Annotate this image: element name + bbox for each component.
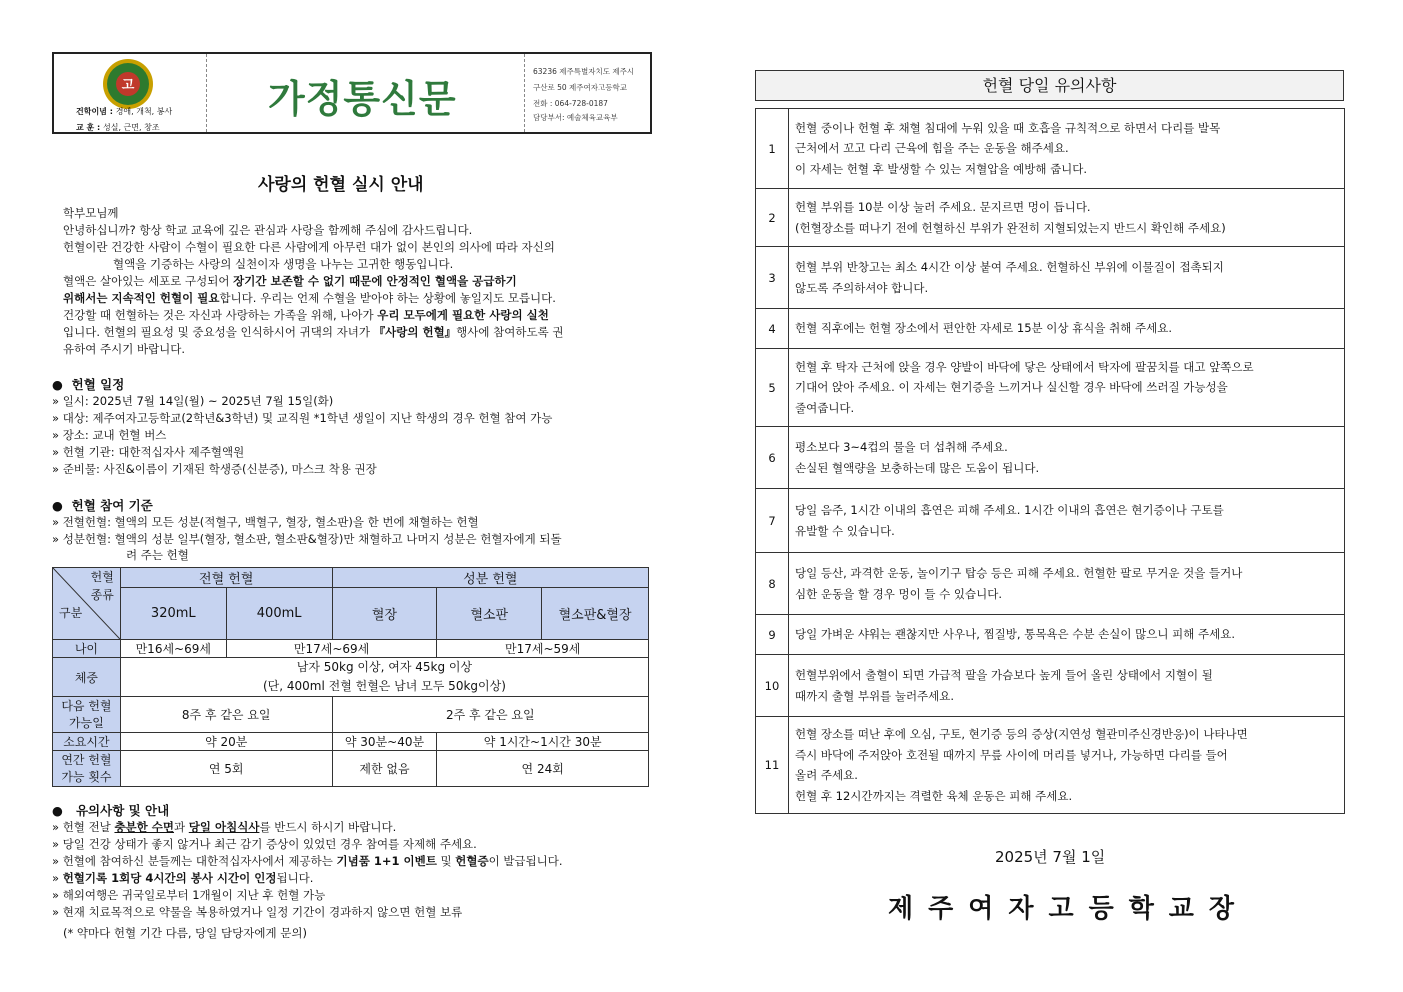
note-footnote: (* 약마다 헌혈 기간 다름, 당일 담당자에게 문의) bbox=[63, 926, 307, 940]
note-item: » 해외여행은 귀국일로부터 1개월이 지난 후 헌혈 가능 bbox=[52, 888, 326, 902]
issue-date: 2025년 7월 1일 bbox=[995, 848, 1106, 866]
table-cell bbox=[120, 658, 648, 697]
precaution-line: 헌혈 후 12시간까지는 격렬한 육체 운동은 피해 주세요. bbox=[795, 788, 1073, 803]
note-item: » 헌혈에 참여하신 분들께는 대한적십자사에서 제공하는 기념품 1+1 이벤트 및 헌혈증이 발급됩니다. bbox=[52, 854, 563, 868]
intro-line: 위해서는 지속적인 헌혈이 필요합니다. 우리는 언제 수혈을 받아야 하는 상황에 놓일지도 모릅니다. bbox=[63, 291, 556, 305]
precaution-text bbox=[789, 247, 1345, 309]
precaution-text bbox=[789, 655, 1345, 717]
col-header: 혈장 bbox=[332, 588, 437, 640]
table-cell: 약 30분~40분 bbox=[332, 733, 437, 751]
motto-line-1: 건학이념 : 경애, 개척, 봉사 bbox=[76, 107, 173, 116]
weight-line: 남자 50kg 이상, 여자 45kg 이상 bbox=[296, 660, 473, 674]
precaution-line: 헌혈 후 탁자 근처에 앉을 경우 양발이 바닥에 닿은 상태에서 탁자에 팔꿈치를 대고 앞쪽으로 bbox=[795, 359, 1254, 374]
newsletter-header bbox=[52, 52, 652, 134]
precaution-number: 1 bbox=[756, 109, 789, 189]
precaution-line: 올려 주세요. bbox=[795, 768, 858, 782]
schedule-item: » 헌혈 기관: 대한적십자사 제주혈액원 bbox=[52, 445, 245, 459]
precaution-row bbox=[756, 489, 1345, 553]
weight-note: (단, 400ml 전혈 헌혈은 남녀 모두 50kg이상) bbox=[262, 679, 506, 693]
criteria-heading: ● 헌혈 참여 기준 bbox=[52, 498, 153, 513]
precaution-line: 평소보다 3~4컵의 물을 더 섭취해 주세요. bbox=[795, 440, 1008, 454]
precaution-line: 기대어 앉아 주세요. 이 자세는 현기증을 느끼거나 실신할 경우 바닥에 쓰러질 가능성을 bbox=[795, 380, 1228, 395]
emblem-letter: 고 bbox=[121, 78, 135, 93]
schedule-item: » 준비물: 사진&이름이 기재된 학생증(신분증), 마스크 착용 권장 bbox=[52, 462, 377, 476]
row-label-weight: 체중 bbox=[53, 658, 121, 697]
precaution-text bbox=[789, 109, 1345, 189]
precaution-number: 6 bbox=[756, 427, 789, 489]
precaution-text bbox=[789, 553, 1345, 615]
newsletter-title: 가정통신문 bbox=[268, 77, 457, 121]
precaution-line: 근처에서 꼬고 다리 근육에 힘을 주는 운동을 해주세요. bbox=[795, 141, 1069, 156]
precaution-line: 때까지 출혈 부위를 눌러주세요. bbox=[795, 688, 955, 703]
precaution-row bbox=[756, 553, 1345, 615]
intro-line: 건강할 때 헌혈하는 것은 자신과 사랑하는 가족을 위해, 나아가 우리 모두에게 필요한 사랑의 실천 bbox=[63, 308, 549, 322]
school-emblem-icon bbox=[102, 58, 154, 110]
table-cell: 연 5회 bbox=[120, 751, 332, 787]
schedule-item: » 일시: 2025년 7월 14일(월) ~ 2025년 7월 15일(화) bbox=[52, 394, 334, 408]
precaution-line: 않도록 주의하셔야 합니다. bbox=[795, 280, 929, 295]
note-item: » 현재 치료목적으로 약물을 복용하였거나 일정 기간이 경과하지 않으면 헌혈 보류 bbox=[52, 905, 463, 919]
precaution-text bbox=[789, 489, 1345, 553]
row-label-time: 소요시간 bbox=[53, 733, 121, 751]
col-header: 400mL bbox=[226, 588, 332, 640]
header-address-cell bbox=[524, 54, 650, 132]
corner-top-label: 헌혈 bbox=[90, 570, 114, 584]
precaution-line: 심한 운동을 할 경우 멍이 들 수 있습니다. bbox=[795, 586, 1002, 601]
precaution-line: 헌혈 장소를 떠난 후에 오심, 구토, 현기증 등의 증상(지연성 혈관미주신경반응)이 나타나면 bbox=[795, 727, 1248, 741]
precaution-line: 헌혈 중이나 헌혈 후 채혈 침대에 누워 있을 때 호흡을 규칙적으로 하면서 다리를 발목 bbox=[795, 120, 1221, 135]
notes-heading: ● 유의사항 및 안내 bbox=[52, 803, 170, 818]
note-item: » 당일 건강 상태가 좋지 않거나 최근 감기 증상이 있었던 경우 참여를 자제해 주세요. bbox=[52, 837, 477, 851]
precaution-row bbox=[756, 309, 1345, 349]
precaution-line: 손실된 혈액량을 보충하는데 많은 도움이 됩니다. bbox=[795, 460, 1040, 475]
precaution-row bbox=[756, 247, 1345, 309]
intro-line: 혈액을 기증하는 사랑의 실천이자 생명을 나누는 고귀한 행동입니다. bbox=[113, 257, 454, 271]
precaution-line: (헌혈장소를 떠나기 전에 헌혈하신 부위가 완전히 지혈되었는지 반드시 확인해 주세요) bbox=[795, 220, 1226, 235]
table-cell: 약 20분 bbox=[120, 733, 332, 751]
corner-bottom-label: 구분 bbox=[59, 606, 83, 620]
col-header: 320mL bbox=[120, 588, 226, 640]
principal-signature: 제주여자고등학교장 bbox=[888, 894, 1250, 924]
precaution-row bbox=[756, 189, 1345, 247]
address-line: 63236 제주특별자치도 제주시 bbox=[533, 67, 635, 76]
blood-donation-criteria-table bbox=[52, 567, 649, 787]
precaution-text bbox=[789, 349, 1345, 427]
criteria-item-cont: 려 주는 헌혈 bbox=[126, 548, 189, 562]
intro-line: 유하여 주시기 바랍니다. bbox=[63, 342, 186, 356]
table-cell: 약 1시간~1시간 30분 bbox=[437, 733, 649, 751]
precaution-row bbox=[756, 349, 1345, 427]
phone-line: 전화 : 064-728-0187 bbox=[533, 99, 608, 108]
precaution-line: 헌혈 부위 반창고는 최소 4시간 이상 붙여 주세요. 헌혈하신 부위에 이물질이 접촉되지 bbox=[795, 260, 1224, 274]
precautions-table bbox=[755, 108, 1345, 814]
precaution-text bbox=[789, 717, 1345, 814]
precaution-number: 8 bbox=[756, 553, 789, 615]
precaution-number: 10 bbox=[756, 655, 789, 717]
precaution-line: 당일 등산, 과격한 운동, 놀이기구 탑승 등은 피해 주세요. 헌혈한 팔로 무거운 것을 들거나 bbox=[795, 566, 1243, 580]
precaution-row bbox=[756, 655, 1345, 717]
intro-line: 헌혈이란 건강한 사람이 수혈이 필요한 다른 사람에게 아무런 대가 없이 본인의 의사에 따라 자신의 bbox=[63, 240, 555, 254]
precautions-title: 헌혈 당일 유의사항 bbox=[755, 70, 1344, 101]
row-label-age: 나이 bbox=[53, 640, 121, 658]
table-cell: 만16세~69세 bbox=[120, 640, 226, 658]
note-item: » 헌혈 전날 충분한 수면과 당일 아침식사를 반드시 하시기 바랍니다. bbox=[52, 820, 397, 834]
intro-line: 혈액은 살아있는 세포로 구성되어 장기간 보존할 수 없기 때문에 안정적인 혈액을 공급하기 bbox=[63, 274, 517, 288]
precaution-line: 줄여줍니다. bbox=[795, 400, 855, 415]
table-cell: 2주 후 같은 요일 bbox=[332, 697, 648, 733]
address-line: 구산로 50 제주여자고등학교 bbox=[533, 83, 628, 92]
department-line: 담당부서: 예술체육교육부 bbox=[533, 113, 618, 122]
row-label-next: 다음 헌혈 가능일 bbox=[53, 697, 121, 733]
criteria-item: » 성분헌혈: 혈액의 성분 일부(혈장, 혈소판, 혈소판&혈장)만 채혈하고 나머지 성분은 헌혈자에게 되돌 bbox=[52, 532, 562, 546]
precaution-number: 5 bbox=[756, 349, 789, 427]
intro-line: 안녕하십니까? 항상 학교 교육에 깊은 관심과 사랑을 함께해 주심에 감사드립니다. bbox=[63, 223, 473, 237]
group-component: 성분 헌혈 bbox=[332, 568, 648, 588]
precaution-line: 즉시 바닥에 주저앉아 호전될 때까지 무릎 사이에 머리를 넣거나, 가능하면 다리를 들어 bbox=[795, 747, 1228, 762]
precaution-row bbox=[756, 109, 1345, 189]
precaution-line: 이 자세는 헌혈 후 발생할 수 있는 저혈압을 예방해 줍니다. bbox=[795, 161, 1088, 176]
table-corner-cell bbox=[53, 568, 121, 640]
table-cell: 8주 후 같은 요일 bbox=[120, 697, 332, 733]
schedule-item: » 대상: 제주여자고등학교(2학년&3학년) 및 교직원 *1학년 생일이 지난 학생의 경우 헌혈 참여 가능 bbox=[52, 411, 553, 425]
col-header: 혈소판 bbox=[437, 588, 542, 640]
motto-line-2: 교 훈 : 성실, 근면, 창조 bbox=[76, 123, 160, 132]
row-label-annual: 연간 헌혈 가능 횟수 bbox=[53, 751, 121, 787]
precaution-line: 당일 가벼운 샤워는 괜찮지만 사우나, 찜질방, 통목욕은 수분 손실이 많으니 피해 주세요. bbox=[795, 627, 1235, 642]
group-whole-blood: 전혈 헌혈 bbox=[120, 568, 332, 588]
col-header: 혈소판&혈장 bbox=[542, 588, 649, 640]
table-cell: 만17세~59세 bbox=[437, 640, 649, 658]
precaution-text bbox=[789, 189, 1345, 247]
schedule-heading: ● 헌혈 일정 bbox=[52, 377, 125, 392]
precaution-number: 4 bbox=[756, 309, 789, 349]
precaution-line: 헌혈 부위를 10분 이상 눌러 주세요. 문지르면 멍이 듭니다. bbox=[795, 200, 1091, 214]
precaution-text bbox=[789, 309, 1345, 349]
precaution-line: 헌혈 직후에는 헌혈 장소에서 편안한 자세로 15분 이상 휴식을 취해 주세요. bbox=[795, 321, 1173, 336]
intro-line: 입니다. 헌혈의 필요성 및 중요성을 인식하시어 귀댁의 자녀가 『사랑의 헌혈』행사에 참여하도록 권 bbox=[63, 325, 564, 339]
precaution-text bbox=[789, 615, 1345, 655]
precaution-text bbox=[789, 427, 1345, 489]
precaution-row bbox=[756, 717, 1345, 814]
precaution-number: 9 bbox=[756, 615, 789, 655]
precaution-number: 11 bbox=[756, 717, 789, 814]
precaution-number: 2 bbox=[756, 189, 789, 247]
note-item: » 헌혈기록 1회당 4시간의 봉사 시간이 인정됩니다. bbox=[52, 871, 314, 885]
table-cell: 연 24회 bbox=[437, 751, 649, 787]
precaution-number: 3 bbox=[756, 247, 789, 309]
corner-mid-label: 종류 bbox=[90, 588, 114, 602]
precaution-line: 유발할 수 있습니다. bbox=[795, 523, 895, 538]
table-cell: 만17세~69세 bbox=[226, 640, 437, 658]
precaution-line: 당일 음주, 1시간 이내의 흡연은 피해 주세요. 1시간 이내의 흡연은 현기증이나 구토를 bbox=[795, 503, 1224, 517]
precaution-row bbox=[756, 615, 1345, 655]
document-title: 사랑의 헌혈 실시 안내 bbox=[258, 175, 424, 195]
criteria-item: » 전혈헌혈: 혈액의 모든 성분(적혈구, 백혈구, 혈장, 혈소판)을 한 번에 채혈하는 헌혈 bbox=[52, 515, 479, 529]
table-cell: 제한 없음 bbox=[332, 751, 437, 787]
header-logo-cell bbox=[54, 54, 207, 132]
precaution-number: 7 bbox=[756, 489, 789, 553]
schedule-item: » 장소: 교내 헌혈 버스 bbox=[52, 428, 167, 442]
precaution-row bbox=[756, 427, 1345, 489]
precaution-line: 헌혈부위에서 출혈이 되면 가급적 팔을 가슴보다 높게 들어 올린 상태에서 지혈이 될 bbox=[795, 668, 1213, 682]
greeting: 학부모님께 bbox=[63, 206, 119, 220]
